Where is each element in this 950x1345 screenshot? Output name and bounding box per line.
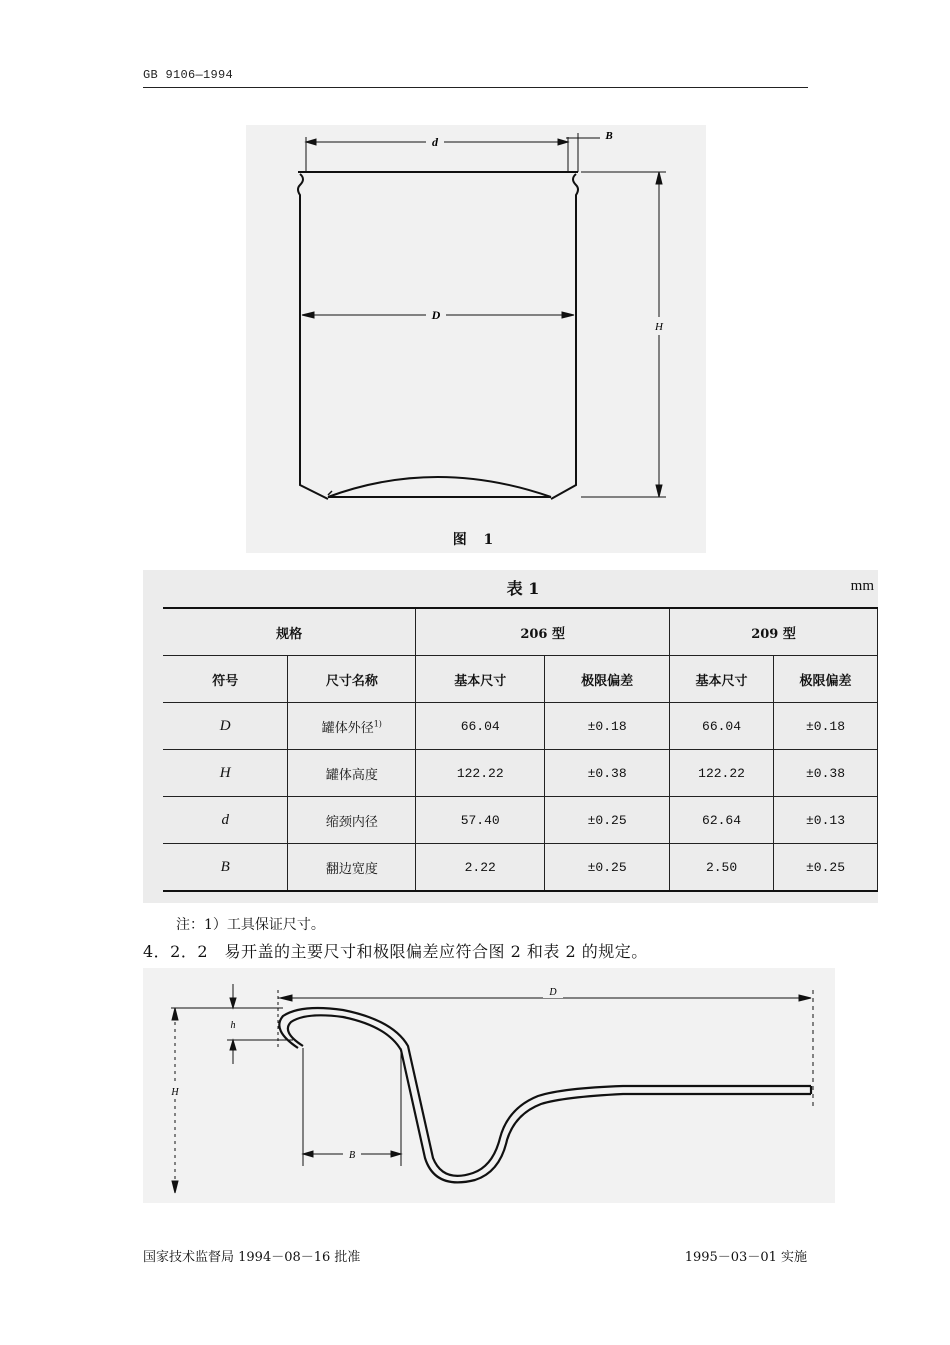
cell-tolerance-206: ±0.25 <box>545 797 670 844</box>
figure-1 <box>246 125 706 553</box>
table-note: 注：1）工具保证尺寸。 <box>176 917 325 933</box>
cell-basic-206: 57.40 <box>416 797 545 844</box>
cell-tolerance-209: ±0.25 <box>774 844 878 892</box>
header-rule <box>143 87 808 88</box>
header-tolerance-206: 极限偏差 <box>545 656 670 703</box>
cell-tolerance-206: ±0.38 <box>545 750 670 797</box>
cell-name: 罐体外径$^{1)}$ <box>288 703 416 750</box>
approval-note: 国家技术监督局 1994－08－16 批准 <box>143 1250 361 1265</box>
cell-basic-209: 122.22 <box>670 750 774 797</box>
dimension-table <box>163 607 878 892</box>
cell-symbol: H <box>163 750 288 797</box>
table-row <box>163 797 878 844</box>
cell-symbol: B <box>163 844 288 892</box>
dim-label-h: h <box>230 1020 236 1031</box>
header-basic-209: 基本尺寸 <box>670 656 774 703</box>
cell-tolerance-206: ±0.25 <box>545 844 670 892</box>
table-1 <box>143 570 878 903</box>
table-1-title: 表 1 <box>506 579 540 598</box>
cell-name: 缩颈内径 <box>288 797 416 844</box>
header-tolerance-209: 极限偏差 <box>774 656 878 703</box>
page-header: GB 9106—1994 <box>143 68 234 82</box>
cell-basic-209: 2.50 <box>670 844 774 892</box>
dim-label-B: B <box>348 1150 356 1161</box>
cell-symbol: d <box>163 797 288 844</box>
can-body-drawing <box>246 125 706 525</box>
cell-tolerance-209: ±0.38 <box>774 750 878 797</box>
table-row <box>163 703 878 750</box>
table-group-header-row <box>163 608 878 656</box>
cell-name: 罐体高度 <box>288 750 416 797</box>
dim-label-d: d <box>432 135 438 149</box>
header-type-209: 209 型 <box>670 608 878 656</box>
easy-open-end-drawing <box>143 968 835 1203</box>
header-type-206: 206 型 <box>416 608 670 656</box>
table-row <box>163 750 878 797</box>
dim-label-H: H <box>655 321 663 333</box>
cell-name: 翻边宽度 <box>288 844 416 892</box>
cell-basic-209: 62.64 <box>670 797 774 844</box>
header-basic-206: 基本尺寸 <box>416 656 545 703</box>
table-1-unit: mm <box>850 578 874 594</box>
clause-4-2-2: 4．2．2 易开盖的主要尺寸和极限偏差应符合图 2 和表 2 的规定。 <box>143 942 648 961</box>
dim-label-B: B <box>605 130 613 142</box>
dim-label-D: D <box>549 987 557 998</box>
effective-date: 1995－03－01 实施 <box>684 1250 807 1265</box>
cell-symbol: D <box>163 703 288 750</box>
cell-basic-206: 66.04 <box>416 703 545 750</box>
dim-label-H: H <box>171 1087 179 1098</box>
cell-tolerance-209: ±0.18 <box>774 703 878 750</box>
footnote-marker: 1) <box>373 719 382 729</box>
header-spec: 规格 <box>163 608 416 656</box>
figure-1-caption: 图 1 <box>452 532 500 548</box>
header-dimension-name: 尺寸名称 <box>288 656 416 703</box>
figure-2 <box>143 968 835 1203</box>
cell-tolerance-209: ±0.13 <box>774 797 878 844</box>
header-symbol: 符号 <box>163 656 288 703</box>
cell-basic-206: 2.22 <box>416 844 545 892</box>
table-row <box>163 844 878 892</box>
dim-label-D: D <box>431 308 441 322</box>
cell-basic-209: 66.04 <box>670 703 774 750</box>
cell-tolerance-206: ±0.18 <box>545 703 670 750</box>
table-column-header-row <box>163 656 878 703</box>
cell-basic-206: 122.22 <box>416 750 545 797</box>
